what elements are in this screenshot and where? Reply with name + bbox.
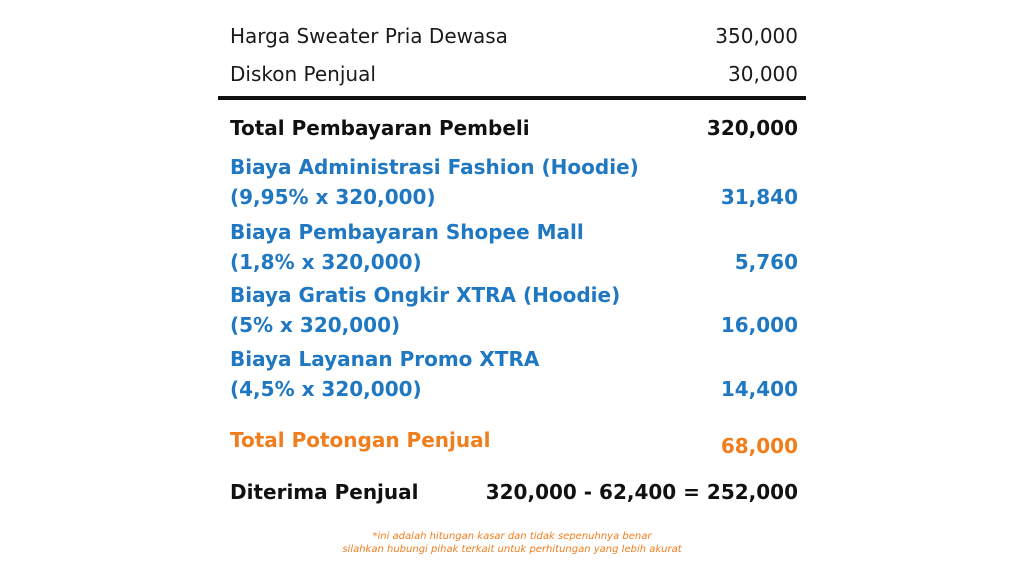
footnote <box>0 530 1024 556</box>
fee-value: 16,000 <box>720 313 798 337</box>
fee-value: 14,400 <box>720 377 798 401</box>
received-label: Diterima Penjual <box>230 480 419 504</box>
fee-label <box>230 344 539 404</box>
fee-row-promo-service <box>230 344 798 404</box>
received-row <box>230 480 798 508</box>
item-value: 350,000 <box>715 24 798 48</box>
item-row-seller-discount <box>230 62 798 90</box>
fee-label-line2: (4,5% x 320,000) <box>230 377 422 401</box>
footnote-line1: *ini adalah hitungan kasar dan tidak sepenuhnya benar <box>372 531 652 542</box>
total-payment-value: 320,000 <box>706 116 798 140</box>
fee-row-free-shipping <box>230 280 798 340</box>
item-value: 30,000 <box>728 62 798 86</box>
fee-label-line1: Biaya Layanan Promo XTRA <box>230 347 540 371</box>
total-deduction-label: Total Potongan Penjual <box>230 428 491 452</box>
fee-label-line2: (9,95% x 320,000) <box>230 185 436 209</box>
item-label: Harga Sweater Pria Dewasa <box>230 24 508 48</box>
total-deduction-row <box>230 428 798 462</box>
total-payment-label: Total Pembayaran Pembeli <box>230 116 530 140</box>
fee-label-line2: (1,8% x 320,000) <box>230 250 422 274</box>
footnote-line2: silahkan hubungi pihak terkait untuk perhitungan yang lebih akurat <box>342 544 682 555</box>
fee-label-line1: Biaya Pembayaran Shopee Mall <box>230 220 584 244</box>
total-deduction-value: 68,000 <box>720 434 798 458</box>
divider <box>218 96 806 100</box>
fee-row-admin <box>230 152 798 212</box>
item-row-sweater-price <box>230 24 798 52</box>
received-value: 320,000 - 62,400 = 252,000 <box>485 480 798 504</box>
fee-label <box>230 152 639 212</box>
fee-value: 31,840 <box>720 185 798 209</box>
fee-label-line2: (5% x 320,000) <box>230 313 401 337</box>
item-label: Diskon Penjual <box>230 62 376 86</box>
fee-label <box>230 280 620 340</box>
fee-label-line1: Biaya Administrasi Fashion (Hoodie) <box>230 155 639 179</box>
fee-value: 5,760 <box>734 250 798 274</box>
fee-label <box>230 217 584 277</box>
fee-label-line1: Biaya Gratis Ongkir XTRA (Hoodie) <box>230 283 621 307</box>
total-payment-row <box>230 116 798 144</box>
fee-row-payment <box>230 217 798 277</box>
